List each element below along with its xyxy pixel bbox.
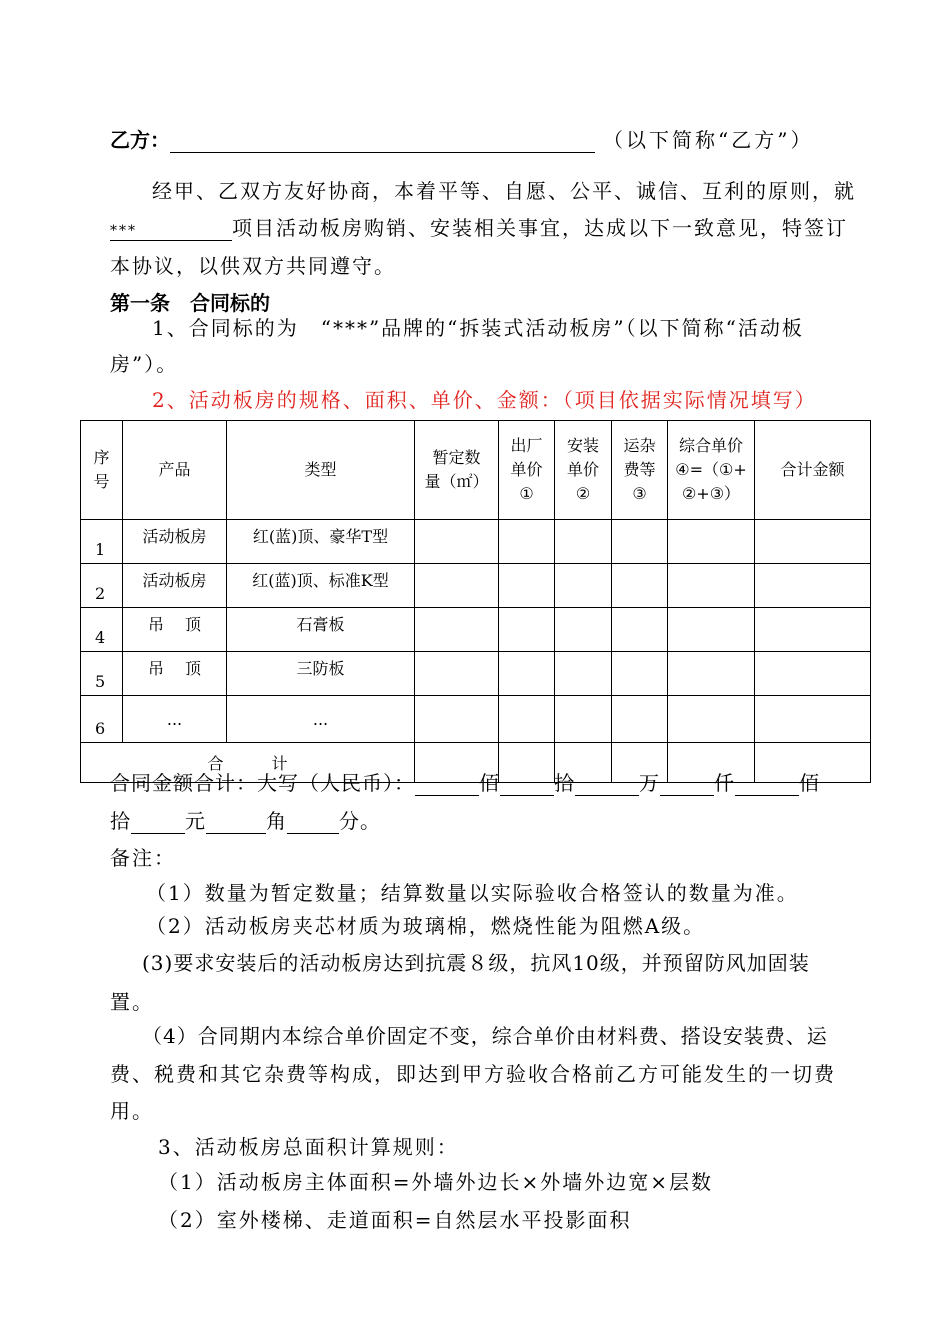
amount-field[interactable] [575, 771, 639, 796]
row-factory-price-cell[interactable] [499, 564, 555, 608]
amount-field[interactable] [287, 809, 339, 834]
header-total-amount: 合计金额 [755, 421, 871, 520]
row-amount-cell[interactable] [755, 608, 871, 652]
row-unit-price-cell[interactable] [668, 696, 755, 743]
note-3: (3)要求安装后的活动板房达到抗震８级，抗风10级，并预留防风加固装 [142, 951, 810, 975]
row-factory-price-cell[interactable] [499, 608, 555, 652]
row-quantity-cell[interactable] [415, 564, 499, 608]
row-type: ... [227, 696, 415, 743]
row-quantity-cell[interactable] [415, 520, 499, 564]
row-unit-price-cell[interactable] [668, 564, 755, 608]
row-no: 1 [81, 520, 123, 564]
row-quantity-cell[interactable] [415, 696, 499, 743]
table-row [81, 652, 871, 696]
party-b-line [110, 124, 813, 153]
header-factory-price: 出厂 单价 ① [499, 421, 555, 520]
total-label: 合 计 [81, 743, 415, 783]
row-product: ... [123, 696, 227, 743]
table-row [81, 520, 871, 564]
notes-label: 备注： [110, 846, 176, 870]
row-amount-cell[interactable] [755, 520, 871, 564]
row-product: 吊 顶 [123, 608, 227, 652]
header-type: 类型 [227, 421, 415, 520]
note-4-cont-2: 用。 [110, 1099, 154, 1123]
row-type: 石膏板 [227, 608, 415, 652]
row-factory-price-cell[interactable] [499, 696, 555, 743]
table-row [81, 564, 871, 608]
amount-field[interactable] [206, 809, 266, 834]
row-type: 红(蓝)顶、标准K型 [227, 564, 415, 608]
area-rules-heading: 3、活动板房总面积计算规则： [158, 1135, 459, 1159]
note-4-cont: 费、税费和其它杂费等构成，即达到甲方验收合格前乙方可能发生的一切费 [110, 1062, 836, 1086]
row-unit-price-cell[interactable] [668, 652, 755, 696]
row-freight-cell[interactable] [612, 564, 668, 608]
table-row [81, 608, 871, 652]
amount-field[interactable] [415, 771, 479, 796]
row-freight-cell[interactable] [612, 696, 668, 743]
row-product: 活动板房 [123, 564, 227, 608]
table-header-row [81, 421, 871, 520]
row-no: 2 [81, 564, 123, 608]
amount-field[interactable] [735, 771, 799, 796]
row-freight-cell[interactable] [612, 520, 668, 564]
amount-field[interactable] [131, 809, 185, 834]
note-2: （2）活动板房夹芯材质为玻璃棉，燃烧性能为阻燃A级。 [146, 914, 706, 938]
article-1-item-2: 2、活动板房的规格、面积、单价、金额：（项目依据实际情况填写） [152, 388, 817, 412]
intro-line-1: 经甲、乙双方友好协商，本着平等、自愿、公平、诚信、互利的原则，就 [152, 179, 856, 203]
header-unit-price: 综合单价 ④=（①+ ②+③） [668, 421, 755, 520]
note-1: （1）数量为暂定数量；结算数量以实际验收合格签认的数量为准。 [146, 881, 799, 905]
party-b-suffix: （以下简称“乙方”） [603, 128, 814, 152]
intro-line-2: *** 项目活动板房购销、安装相关事宜，达成以下一致意见，特签订 [110, 216, 848, 240]
row-no: 4 [81, 608, 123, 652]
row-product: 吊 顶 [123, 652, 227, 696]
project-name-field[interactable]: *** [110, 216, 232, 241]
row-unit-price-cell[interactable] [668, 520, 755, 564]
row-type: 三防板 [227, 652, 415, 696]
party-b-label: 乙方： [110, 128, 170, 152]
party-b-name-field[interactable] [170, 132, 595, 153]
article-1-item-1-cont: 房”）。 [110, 352, 179, 376]
row-type: 红(蓝)顶、豪华T型 [227, 520, 415, 564]
row-install-price-cell[interactable] [555, 652, 612, 696]
row-factory-price-cell[interactable] [499, 652, 555, 696]
row-freight-cell[interactable] [612, 608, 668, 652]
row-amount-cell[interactable] [755, 696, 871, 743]
row-install-price-cell[interactable] [555, 696, 612, 743]
amount-field[interactable] [500, 771, 554, 796]
row-install-price-cell[interactable] [555, 608, 612, 652]
spec-table [80, 420, 871, 783]
row-amount-cell[interactable] [755, 652, 871, 696]
article-1-heading: 第一条 合同标的 [110, 291, 270, 315]
row-amount-cell[interactable] [755, 564, 871, 608]
row-freight-cell[interactable] [612, 652, 668, 696]
row-no: 5 [81, 652, 123, 696]
note-4: （4）合同期内本综合单价固定不变，综合单价由材料费、搭设安装费、运 [142, 1024, 828, 1048]
header-install-price: 安装 单价 ② [555, 421, 612, 520]
header-seq: 序 号 [81, 421, 123, 520]
intro-line-3: 本协议，以供双方共同遵守。 [110, 254, 396, 278]
note-3-cont: 置。 [110, 990, 154, 1014]
article-1-item-1: 1、合同标的为 “***”品牌的“拆装式活动板房”（以下简称“活动板 [152, 316, 804, 340]
amount-line-1: 合同金额合计：大写（人民币）： 佰 拾 万 仟 佰 [110, 771, 820, 795]
header-freight: 运杂 费等 ③ [612, 421, 668, 520]
header-product: 产品 [123, 421, 227, 520]
row-install-price-cell[interactable] [555, 564, 612, 608]
area-rule-2: （2）室外楼梯、走道面积=自然层水平投影面积 [158, 1208, 632, 1232]
row-factory-price-cell[interactable] [499, 520, 555, 564]
row-unit-price-cell[interactable] [668, 608, 755, 652]
amount-line-2: 拾 元 角 分。 [110, 809, 381, 833]
row-quantity-cell[interactable] [415, 608, 499, 652]
row-quantity-cell[interactable] [415, 652, 499, 696]
area-rule-1: （1）活动板房主体面积=外墙外边长×外墙外边宽×层数 [158, 1170, 713, 1194]
amount-field[interactable] [660, 771, 714, 796]
header-quantity: 暂定数 量（㎡） [415, 421, 499, 520]
row-product: 活动板房 [123, 520, 227, 564]
row-no: 6 [81, 696, 123, 743]
row-install-price-cell[interactable] [555, 520, 612, 564]
table-row [81, 696, 871, 743]
